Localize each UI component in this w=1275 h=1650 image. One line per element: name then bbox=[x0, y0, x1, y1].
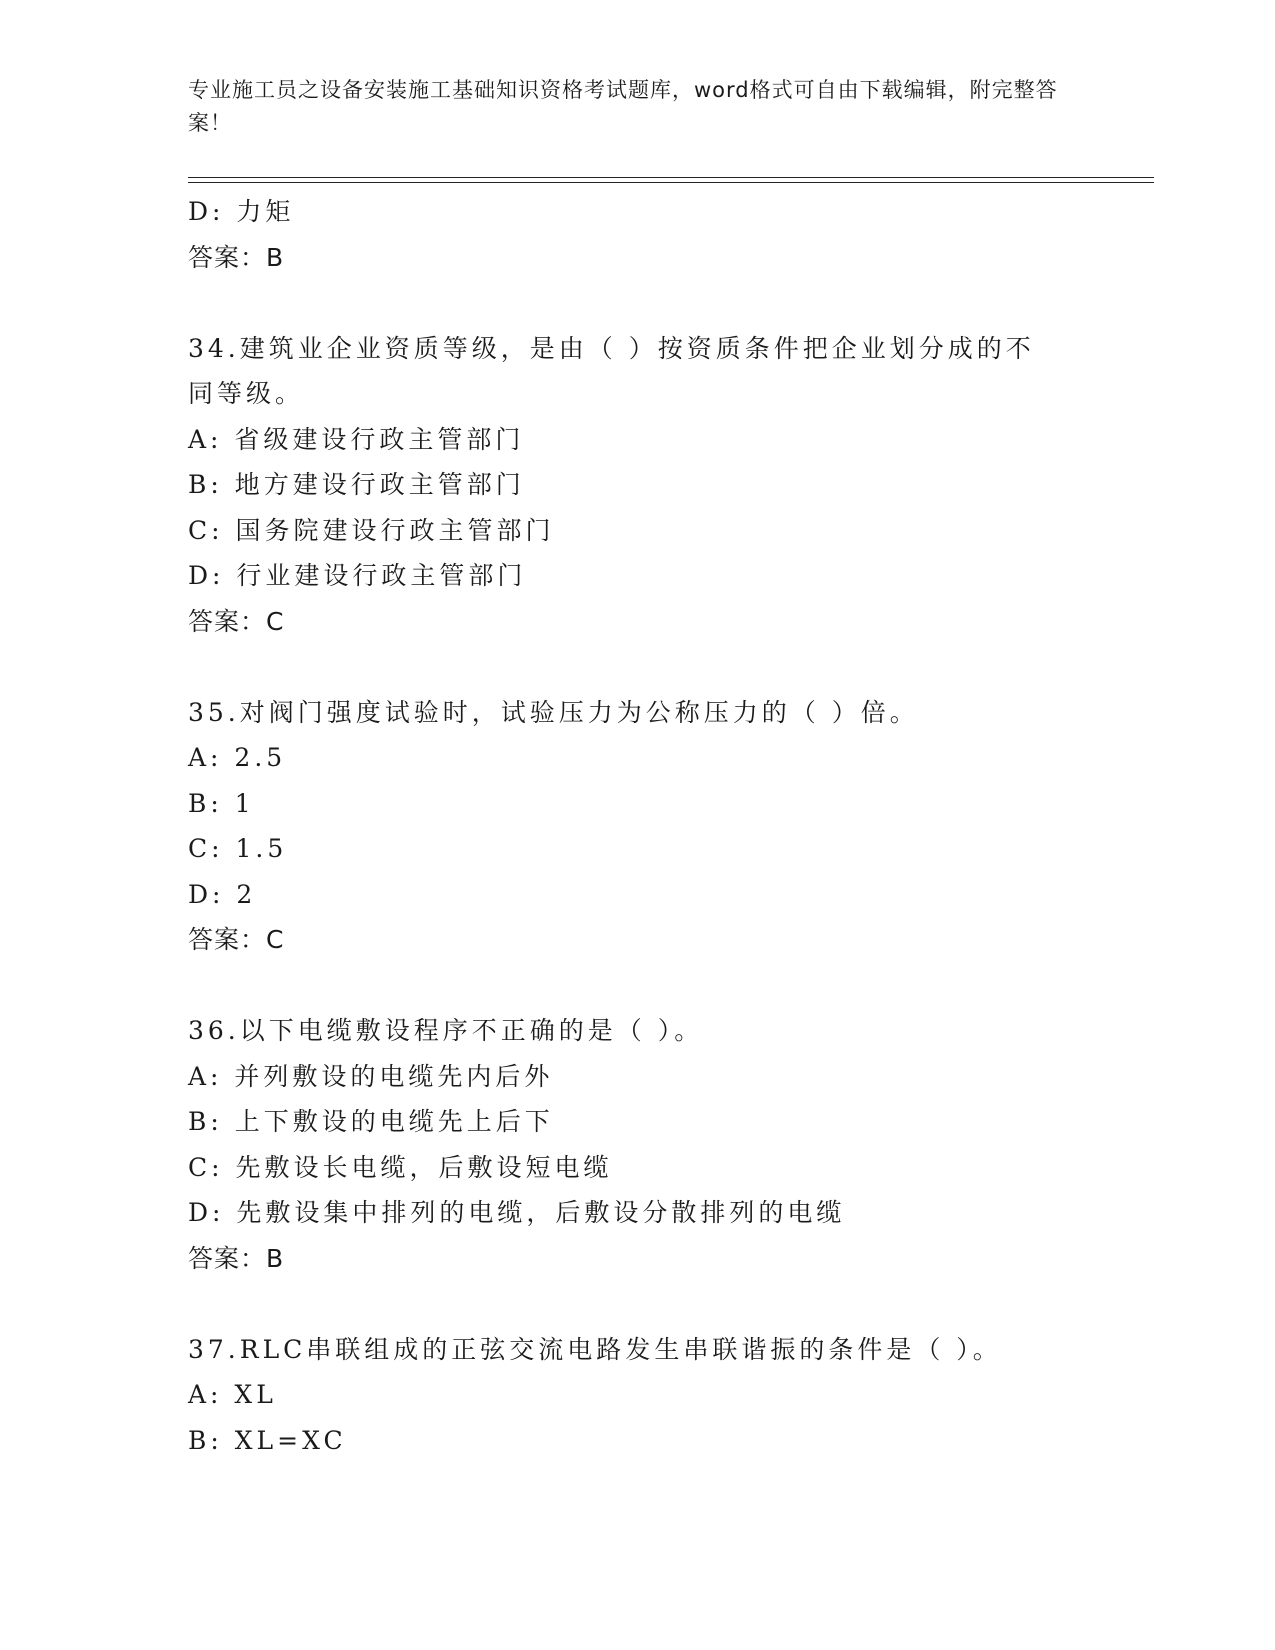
question-36-stem: 36.以下电缆敷设程序不正确的是（ ）。 bbox=[188, 1016, 704, 1045]
question-34-option-c: C: 国务院建设行政主管部门 bbox=[188, 515, 555, 545]
header-rule-bottom bbox=[188, 182, 1154, 183]
question-35-answer: 答案：C bbox=[188, 925, 285, 954]
question-36-option-d: D: 先敷设集中排列的电缆，后敷设分散排列的电缆 bbox=[188, 1198, 846, 1227]
question-35-option-d: D: 2 bbox=[188, 879, 257, 909]
question-36-option-c: C: 先敷设长电缆，后敷设短电缆 bbox=[188, 1152, 613, 1182]
question-36-option-b: B: 上下敷设的电缆先上后下 bbox=[188, 1107, 554, 1136]
spacer bbox=[188, 280, 1148, 326]
page-header: 专业施工员之设备安装施工基础知识资格考试题库，word格式可自由下载编辑，附完整答案！ bbox=[188, 78, 1058, 135]
question-35-option-a: A: 2.5 bbox=[188, 743, 287, 772]
spacer bbox=[188, 1281, 1148, 1327]
question-34-option-a: A: 省级建设行政主管部门 bbox=[188, 424, 525, 454]
spacer bbox=[188, 644, 1148, 690]
question-36-option-a: A: 并列敷设的电缆先内后外 bbox=[188, 1061, 554, 1091]
question-37-stem: 37.RLC串联组成的正弦交流电路发生串联谐振的条件是（ ）。 bbox=[188, 1334, 1002, 1364]
header-rule-top bbox=[188, 177, 1154, 178]
question-36-answer: 答案：B bbox=[188, 1243, 285, 1273]
question-34-stem: 34.建筑业企业资质等级，是由（ ）按资质条件把企业划分成的不同等级。 bbox=[188, 333, 1035, 408]
question-34-option-b: B: 地方建设行政主管部门 bbox=[188, 470, 525, 499]
question-35-option-b: B: 1 bbox=[188, 788, 255, 818]
prev-option-d: D: 力矩 bbox=[188, 197, 295, 226]
question-content bbox=[188, 189, 1148, 1463]
question-34-option-d: D: 行业建设行政主管部门 bbox=[188, 561, 527, 590]
question-37-option-b: B: XL=XC bbox=[188, 1425, 347, 1455]
prev-answer: 答案：B bbox=[188, 242, 285, 272]
question-35-stem: 35.对阀门强度试验时，试验压力为公称压力的（ ）倍。 bbox=[188, 697, 919, 727]
spacer bbox=[188, 963, 1148, 1009]
question-37-option-a: A: XL bbox=[188, 1380, 277, 1409]
question-35-option-c: C: 1.5 bbox=[188, 834, 288, 863]
question-34-answer: 答案：C bbox=[188, 606, 285, 636]
